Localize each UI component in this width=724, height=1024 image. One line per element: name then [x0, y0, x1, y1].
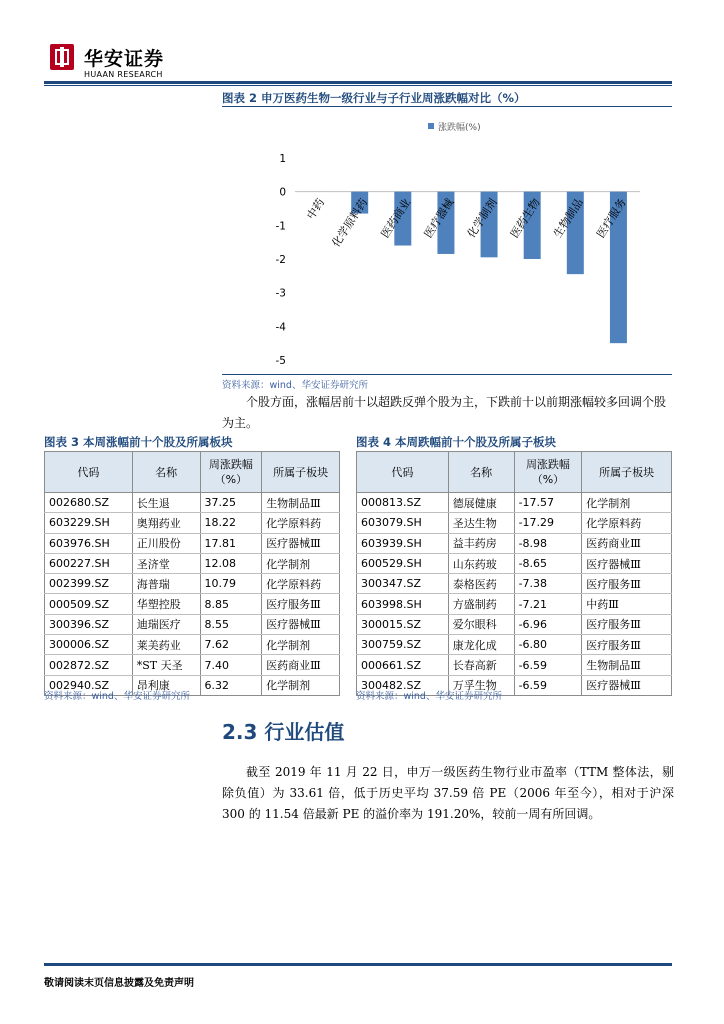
table-row — [357, 513, 672, 533]
weekly-change-cell: 37.25 — [200, 493, 262, 513]
weekly-change-cell: 12.08 — [200, 553, 262, 573]
weekly-change-cell: -17.57 — [514, 493, 582, 513]
stock-code-cell: 603976.SH — [45, 533, 133, 553]
y-tick-label: -2 — [275, 254, 286, 266]
category-label: 化学原料药 — [329, 196, 371, 250]
weekly-change-cell: 8.55 — [200, 614, 262, 634]
weekly-change-cell: -8.65 — [514, 553, 582, 573]
stock-name-cell: *ST 天圣 — [132, 655, 200, 675]
sub-sector-cell: 化学原料药 — [262, 513, 340, 533]
stock-code-cell: 600227.SH — [45, 553, 133, 573]
stock-name-cell: 泰格医药 — [448, 574, 514, 594]
company-logo-seal — [50, 44, 74, 70]
stock-code-cell: 603229.SH — [45, 513, 133, 533]
stock-code-cell: 000509.SZ — [45, 594, 133, 614]
stock-name-cell: 德展健康 — [448, 493, 514, 513]
top-losers-table — [356, 451, 672, 696]
category-label: 生物制品 — [550, 196, 586, 241]
disclaimer-note: 敬请阅读末页信息披露及免责声明 — [44, 978, 194, 989]
stock-name-cell: 长春高新 — [448, 655, 514, 675]
sub-sector-cell: 化学制剂 — [262, 675, 340, 695]
table-row — [45, 493, 340, 513]
stock-name-cell: 圣达生物 — [448, 513, 514, 533]
header-rule-thin — [44, 85, 672, 86]
stock-code-cell: 300482.SZ — [357, 675, 449, 695]
category-label: 中药 — [304, 196, 328, 222]
brand-name-cn: 华安证券 — [84, 48, 165, 70]
sub-sector-cell: 医药商业Ⅲ — [582, 533, 672, 553]
sub-sector-cell: 医疗服务Ⅲ — [262, 594, 340, 614]
figure2-bottom-rule — [222, 374, 672, 375]
weekly-change-cell: -6.59 — [514, 655, 582, 675]
column-header-code: 代码 — [357, 452, 449, 493]
weekly-change-cell: 8.85 — [200, 594, 262, 614]
y-tick-label: 1 — [279, 153, 286, 165]
footer-rule — [44, 963, 672, 966]
figure2-source: 资料来源：wind、华安证券研究所 — [222, 380, 368, 391]
category-label: 医药生物 — [507, 196, 543, 241]
stock-code-cell: 002872.SZ — [45, 655, 133, 675]
weekly-change-cell: -17.29 — [514, 513, 582, 533]
stock-name-cell: 莱美药业 — [132, 635, 200, 655]
sub-sector-cell: 中药Ⅲ — [582, 594, 672, 614]
stock-code-cell: 300015.SZ — [357, 614, 449, 634]
top-gainers-table — [44, 451, 340, 696]
stock-code-cell: 000661.SZ — [357, 655, 449, 675]
weekly-change-cell: 6.32 — [200, 675, 262, 695]
legend-label: 涨跌幅(%) — [438, 123, 481, 133]
stock-code-cell: 300347.SZ — [357, 574, 449, 594]
stock-name-cell: 万孚生物 — [448, 675, 514, 695]
table-row — [357, 614, 672, 634]
category-label: 医疗服务 — [594, 196, 629, 241]
sub-sector-cell: 医疗器械Ⅲ — [582, 553, 672, 573]
stock-code-cell: 002940.SZ — [45, 675, 133, 695]
sub-sector-cell: 化学原料药 — [262, 574, 340, 594]
stock-name-cell: 昂利康 — [132, 675, 200, 695]
stock-code-cell: 603939.SH — [357, 533, 449, 553]
category-label: 医疗器械 — [421, 196, 457, 241]
table-row — [45, 533, 340, 553]
sub-sector-cell: 医药商业Ⅲ — [262, 655, 340, 675]
sub-sector-cell: 医疗服务Ⅲ — [582, 614, 672, 634]
sub-sector-cell: 化学制剂 — [262, 635, 340, 655]
table-row — [45, 635, 340, 655]
stock-name-cell: 益丰药房 — [448, 533, 514, 553]
stock-code-cell: 600529.SH — [357, 553, 449, 573]
sub-sector-cell: 医疗器械Ⅲ — [582, 675, 672, 695]
sub-sector-cell: 化学制剂 — [262, 553, 340, 573]
table3-source: 资料来源：wind、华安证券研究所 — [44, 691, 190, 702]
y-tick-label: -3 — [275, 287, 286, 300]
stock-code-cell: 300759.SZ — [357, 635, 449, 655]
paragraph-stocks: 个股方面，涨幅居前十以超跌反弹个股为主，下跌前十以前期涨幅较多回调个股为主。 — [222, 395, 667, 430]
stock-name-cell: 爱尔眼科 — [448, 614, 514, 634]
table-row — [357, 574, 672, 594]
weekly-change-cell: 7.40 — [200, 655, 262, 675]
figure2-title: 图表 2 申万医药生物一级行业与子行业周涨跌幅对比（%） — [222, 91, 526, 105]
stock-code-cell: 603079.SH — [357, 513, 449, 533]
stock-name-cell: 圣济堂 — [132, 553, 200, 573]
sub-sector-cell: 医疗器械Ⅲ — [262, 533, 340, 553]
sub-sector-cell: 医疗器械Ⅲ — [262, 614, 340, 634]
stock-name-cell: 迪瑞医疗 — [132, 614, 200, 634]
weekly-change-cell: -7.38 — [514, 574, 582, 594]
column-header-sector: 所属子板块 — [262, 452, 340, 493]
header-rule — [44, 81, 672, 84]
table3-title: 图表 3 本周涨幅前十个股及所属板块 — [44, 435, 233, 449]
table-row — [357, 635, 672, 655]
sub-sector-cell: 医疗服务Ⅲ — [582, 574, 672, 594]
weekly-change-cell: -6.80 — [514, 635, 582, 655]
table-row — [45, 655, 340, 675]
sub-sector-cell: 医疗服务Ⅲ — [582, 635, 672, 655]
table-row — [357, 553, 672, 573]
stock-code-cell: 000813.SZ — [357, 493, 449, 513]
table-row — [357, 655, 672, 675]
stock-name-cell: 长生退 — [132, 493, 200, 513]
column-header-name: 名称 — [448, 452, 514, 493]
weekly-change-cell: 18.22 — [200, 513, 262, 533]
sub-sector-cell: 生物制品Ⅲ — [262, 493, 340, 513]
sub-sector-cell: 生物制品Ⅲ — [582, 655, 672, 675]
weekly-change-cell: 10.79 — [200, 574, 262, 594]
table-row — [357, 493, 672, 513]
stock-code-cell: 002399.SZ — [45, 574, 133, 594]
weekly-change-cell: -8.98 — [514, 533, 582, 553]
stock-name-cell: 康龙化成 — [448, 635, 514, 655]
column-header-name: 名称 — [132, 452, 200, 493]
stock-name-cell: 方盛制药 — [448, 594, 514, 614]
table-row — [45, 574, 340, 594]
legend-swatch — [428, 123, 434, 129]
paragraph-valuation: 截至 2019 年 11 月 22 日，申万一级医药生物行业市盈率（TTM 整体法，剔除负值）为 33.61 倍，低于历史平均 37.59 倍 PE（2006 年至今），相对于沪深 300 的 11.54 倍最新 PE 的溢价率为 191.20%，较前一周有所回调。 — [222, 765, 674, 821]
table-header-row — [357, 452, 672, 493]
weekly-change-cell: -6.96 — [514, 614, 582, 634]
section-heading-valuation: 2.3 行业估值 — [222, 720, 345, 744]
table-row — [45, 594, 340, 614]
brand-name-en: HUAAN RESEARCH — [84, 70, 163, 79]
table4-title: 图表 4 本周跌幅前十个股及所属子板块 — [356, 435, 557, 449]
table-row — [357, 594, 672, 614]
figure2-title-rule — [222, 106, 672, 107]
y-tick-label: -1 — [275, 220, 286, 233]
sub-sector-cell: 化学原料药 — [582, 513, 672, 533]
table-row — [45, 553, 340, 573]
stock-name-cell: 奥翔药业 — [132, 513, 200, 533]
y-tick-label: 0 — [279, 186, 286, 199]
sub-sector-cell: 化学制剂 — [582, 493, 672, 513]
y-tick-label: -4 — [275, 321, 286, 334]
stock-name-cell: 山东药玻 — [448, 553, 514, 573]
stock-code-cell: 300396.SZ — [45, 614, 133, 634]
column-header-change: 周涨跌幅（%） — [514, 452, 582, 493]
stock-name-cell: 海普瑞 — [132, 574, 200, 594]
stock-name-cell: 华塑控股 — [132, 594, 200, 614]
stock-code-cell: 603998.SH — [357, 594, 449, 614]
stock-name-cell: 正川股份 — [132, 533, 200, 553]
stock-code-cell: 002680.SZ — [45, 493, 133, 513]
y-tick-label: -5 — [275, 355, 286, 367]
table-row — [45, 614, 340, 634]
table-header-row — [45, 452, 340, 493]
column-header-code: 代码 — [45, 452, 133, 493]
table4-source: 资料来源：wind、华安证券研究所 — [356, 691, 502, 702]
weekly-change-cell: 17.81 — [200, 533, 262, 553]
weekly-change-cell: -6.59 — [514, 675, 582, 695]
weekly-change-bar-chart — [270, 110, 660, 378]
table-row — [357, 533, 672, 553]
category-label: 医药商业 — [378, 196, 414, 241]
weekly-change-cell: -7.21 — [514, 594, 582, 614]
weekly-change-cell: 7.62 — [200, 635, 262, 655]
table-row — [45, 513, 340, 533]
column-header-sector: 所属子板块 — [582, 452, 672, 493]
category-label: 化学制剂 — [464, 196, 500, 241]
stock-code-cell: 300006.SZ — [45, 635, 133, 655]
column-header-change: 周涨跌幅（%） — [200, 452, 262, 493]
